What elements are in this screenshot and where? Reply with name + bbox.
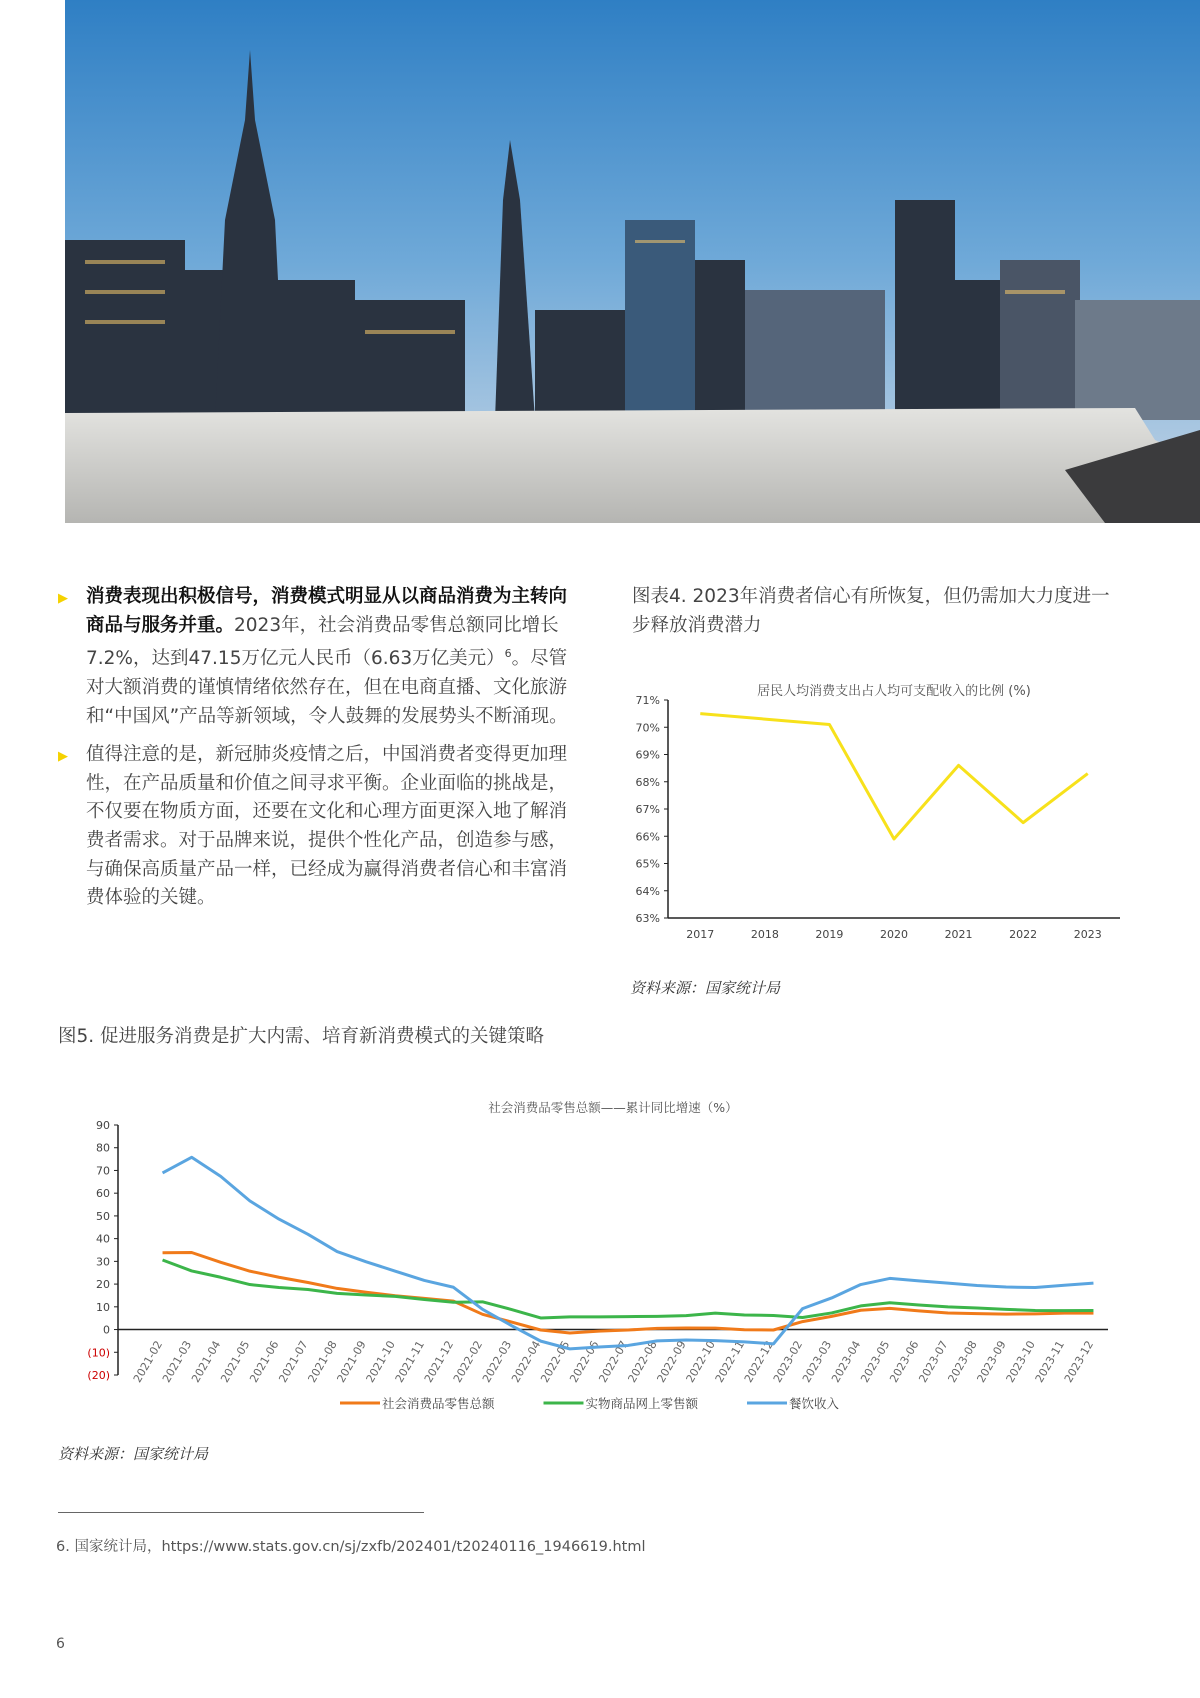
x-tick-label: 2021-07: [276, 1338, 311, 1385]
fig5-chart: [60, 1090, 1120, 1430]
x-tick-label: 2021-03: [159, 1338, 195, 1385]
chart-title: 居民人均消费支出占人均可支配收入的比例 (%): [757, 684, 1031, 699]
legend-label: 餐饮收入: [789, 1396, 840, 1411]
fig4-chart: [620, 670, 1130, 955]
x-tick-label: 2023-12: [1061, 1338, 1097, 1385]
footnote: 6. 国家统计局，https://www.stats.gov.cn/sj/zxfb/202401/t20240116_1946619.html: [56, 1539, 646, 1555]
x-tick-label: 2023-03: [799, 1338, 835, 1385]
y-tick-label: 71%: [635, 694, 660, 707]
y-tick-label: 50: [96, 1209, 110, 1223]
bullet-arrow-icon: ▶: [58, 591, 68, 606]
x-tick-label: 2022-05: [538, 1338, 573, 1385]
y-tick-label: 30: [96, 1255, 110, 1269]
x-tick-label: 2021-11: [392, 1338, 427, 1385]
x-tick-label: 2021-06: [247, 1338, 282, 1385]
bullet-text: 值得注意的是，新冠肺炎疫情之后，中国消费者变得更加理性，在产品质量和价值之间寻求平衡。企业面临的挑战是，不仅要在物质方面，还要在文化和心理方面更深入地了解消费者需求。对于品牌来说，提供个性化产品，创造参与感，与确保高质量产品一样，已经成为赢得消费者信心和丰富消费体验的关键。: [86, 744, 568, 909]
y-tick-label: 90: [96, 1119, 110, 1132]
y-tick-label: 70%: [635, 721, 660, 735]
y-tick-label: 60: [96, 1187, 110, 1201]
fig5-source: 资料来源：国家统计局: [58, 1445, 209, 1463]
x-tick-label: 2021-02: [130, 1338, 166, 1385]
x-tick-label: 2017: [686, 928, 715, 941]
x-tick-label: 2023-11: [1032, 1338, 1067, 1385]
y-tick-label: 0: [103, 1323, 110, 1337]
x-tick-label: 2022-03: [479, 1338, 515, 1385]
x-tick-label: 2023-10: [1003, 1338, 1038, 1385]
x-tick-label: 2021-10: [363, 1338, 398, 1385]
x-tick-label: 2018: [750, 928, 779, 941]
x-tick-label: 2023-02: [770, 1338, 806, 1385]
series-line-社会消费品零售总额: [163, 1253, 1094, 1333]
bullet-consumption-signals: [58, 583, 578, 731]
y-tick-label: 80: [96, 1141, 110, 1155]
x-tick-label: 2022-09: [654, 1338, 689, 1385]
bullet-heading: 消费表现出积极信号，消费模式明显从以商品消费为主转向商品与服务并重。: [86, 586, 568, 636]
x-tick-label: 2021-09: [334, 1338, 369, 1385]
series-line-比例: [700, 714, 1087, 839]
x-tick-label: 2022-08: [625, 1338, 660, 1385]
x-tick-label: 2022-02: [450, 1338, 486, 1385]
x-tick-label: 2023-04: [829, 1338, 864, 1385]
y-tick-label: 20: [96, 1278, 110, 1292]
series-line-餐饮收入: [163, 1157, 1094, 1349]
x-tick-label: 2022-07: [596, 1338, 631, 1385]
footnote-divider: [58, 1512, 424, 1513]
fig4-caption: 图表4. 2023年消费者信心有所恢复，但仍需加大力度进一步释放消费潜力: [632, 586, 1110, 636]
x-tick-label: 2023-08: [945, 1338, 980, 1385]
x-tick-label: 2022: [1009, 928, 1038, 941]
legend-label: 社会消费品零售总额: [382, 1396, 495, 1411]
x-tick-label: 2022-11: [712, 1338, 747, 1385]
x-tick-label: 2023-06: [887, 1338, 922, 1385]
y-tick-label: (10): [87, 1346, 110, 1360]
y-tick-label: 10: [96, 1300, 110, 1314]
y-tick-label: 63%: [635, 912, 660, 925]
chart-title: 社会消费品零售总额——累计同比增速（%）: [488, 1100, 738, 1115]
fig4-source: 资料来源：国家统计局: [630, 979, 781, 997]
bullet-arrow-icon: ▶: [58, 749, 68, 765]
x-tick-label: 2022-10: [683, 1338, 718, 1385]
x-tick-label: 2023-07: [916, 1338, 951, 1385]
y-tick-label: 66%: [635, 830, 660, 844]
y-tick-label: (20): [87, 1369, 110, 1382]
x-tick-label: 2022-06: [567, 1338, 602, 1385]
fig5-caption: 图5. 促进服务消费是扩大内需、培育新消费模式的关键策略: [58, 1026, 545, 1047]
y-tick-label: 67%: [635, 803, 660, 816]
x-tick-label: 2021-05: [218, 1338, 253, 1385]
y-tick-label: 70: [96, 1164, 110, 1178]
y-tick-label: 69%: [635, 748, 660, 762]
legend-label: 实物商品网上零售额: [585, 1396, 699, 1411]
x-tick-label: 2021-04: [189, 1338, 224, 1385]
y-tick-label: 64%: [635, 884, 660, 898]
page-number: 6: [56, 1636, 65, 1652]
x-tick-label: 2022-12: [741, 1338, 777, 1385]
x-tick-label: 2023-09: [974, 1338, 1009, 1385]
x-tick-label: 2019: [815, 928, 844, 941]
bullet-text: 2023年，社会消费品零售总额同比增长7.2%，达到47.15万亿元人民币（6.63万亿美元）: [86, 614, 559, 670]
x-tick-label: 2023: [1073, 928, 1102, 941]
x-tick-label: 2020: [880, 928, 908, 941]
y-tick-label: 65%: [635, 857, 660, 871]
x-tick-label: 2021-08: [305, 1338, 340, 1385]
x-tick-label: 2023-05: [858, 1338, 893, 1385]
series-line-实物商品网上零售额: [163, 1260, 1094, 1318]
x-tick-label: 2021-12: [421, 1338, 457, 1385]
bullet-rational-consumers: [58, 741, 578, 913]
bullet-text-cont: 。尽管对大额消费的谨慎情绪依然存在，但在电商直播、文化旅游和“中国风”产品等新领域，令人鼓舞的发展势头不断涌现。: [86, 648, 568, 727]
x-tick-label: 2022-04: [509, 1338, 544, 1385]
y-tick-label: 40: [96, 1232, 110, 1246]
footnote-ref[interactable]: 6: [504, 647, 512, 661]
y-tick-label: 68%: [635, 775, 660, 789]
bullet-list: [58, 583, 578, 923]
x-tick-label: 2021: [944, 928, 973, 941]
shanghai-skyline-photo: [65, 0, 1200, 523]
